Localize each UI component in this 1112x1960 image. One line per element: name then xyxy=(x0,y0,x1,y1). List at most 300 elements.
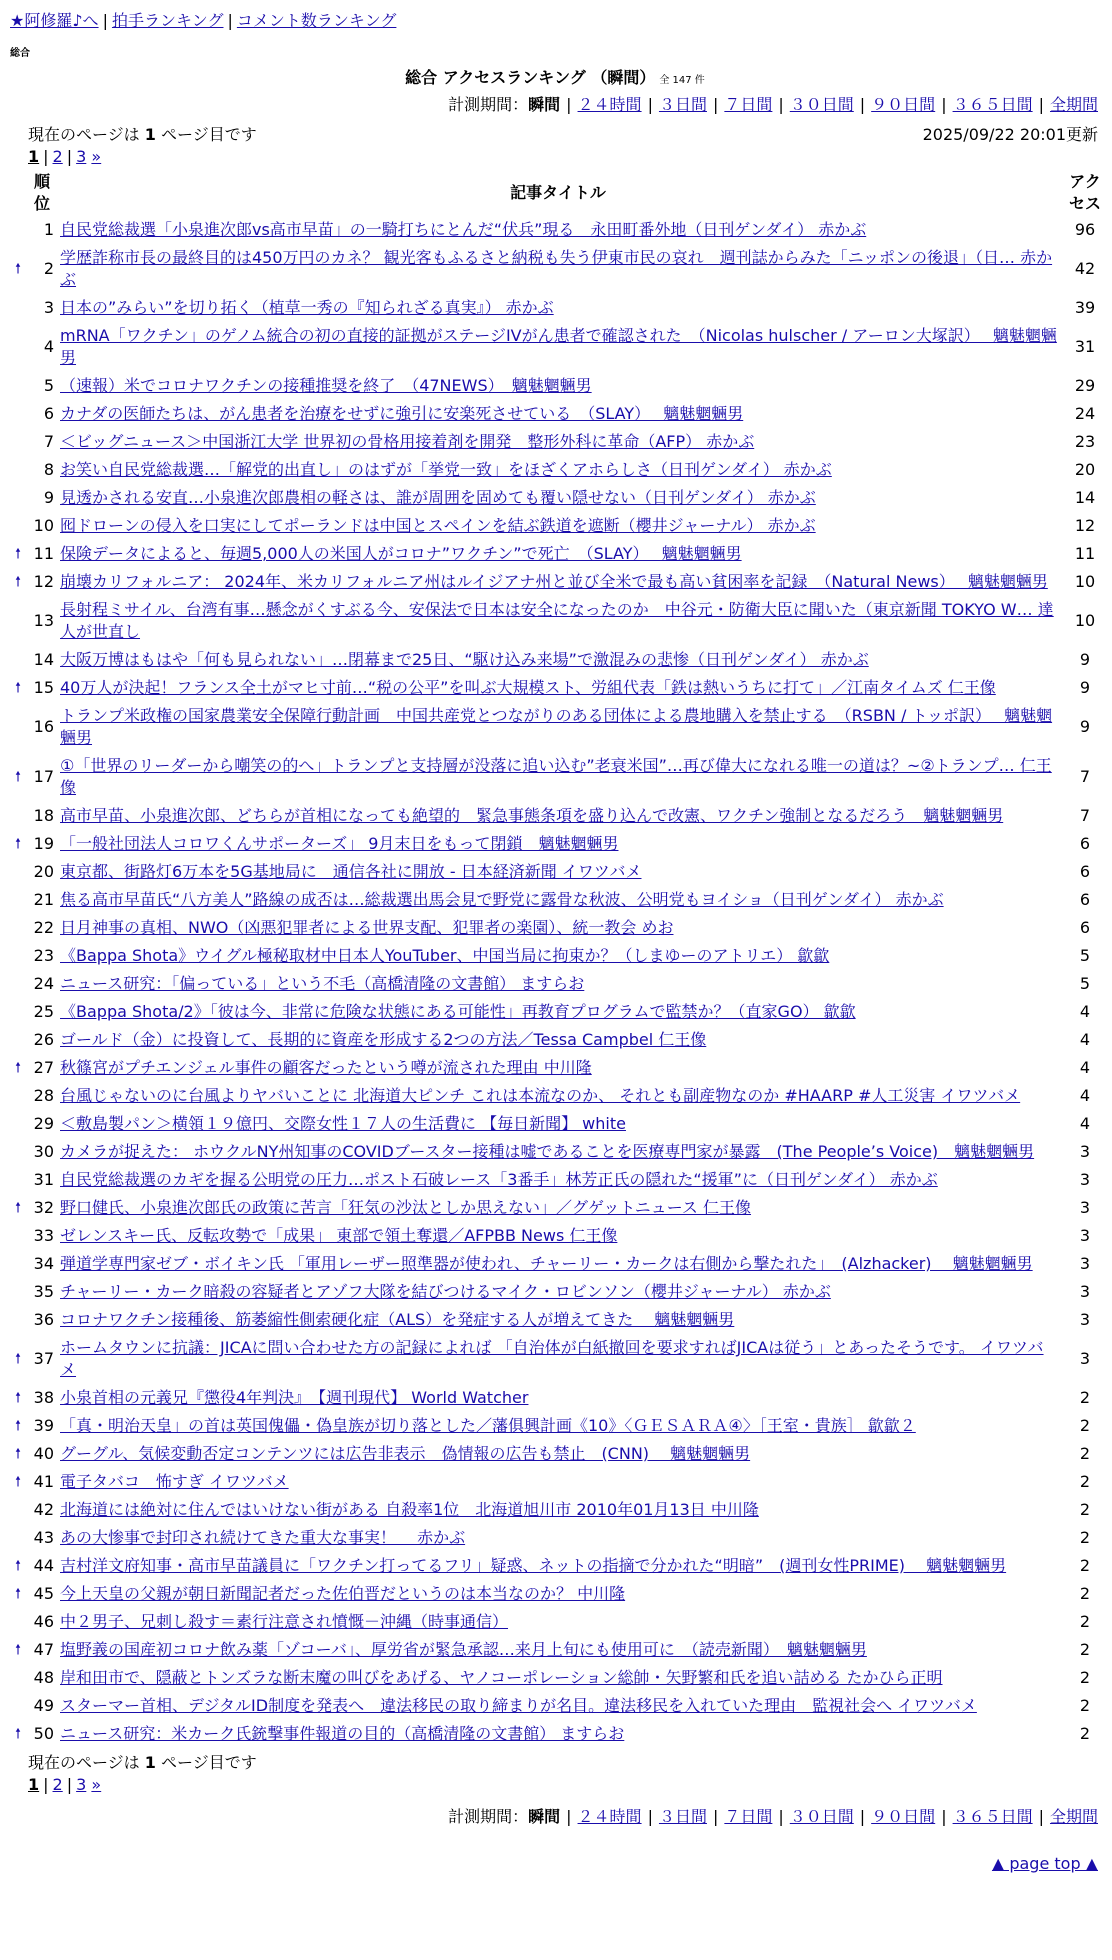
table-row xyxy=(10,1278,1112,1306)
article-title-link[interactable]: 日本の”みらい”を切り拓く（植草一秀の『知られざる真実』） 赤かぶ xyxy=(60,298,554,317)
article-title-link[interactable]: 自民党総裁選のカギを握る公明党の圧力…ポスト石破レース「3番手」林芳正氏の隠れた“援軍”に（日刊ゲンダイ） 赤かぶ xyxy=(60,1170,938,1189)
rank-header xyxy=(26,170,58,216)
trend-cell xyxy=(10,322,26,372)
article-title-link[interactable]: ゴールド（金）に投資して、長期的に資産を形成する2つの方法／Tessa Campbel 仁王像 xyxy=(60,1030,707,1049)
access-count: 29 xyxy=(1074,376,1096,395)
article-title-link[interactable]: 見透かされる安直…小泉進次郎農相の軽さは、誰が周囲を固めても覆い隠せない（日刊ゲンダイ） 赤かぶ xyxy=(60,488,816,507)
title-cell xyxy=(58,216,1058,244)
table-row xyxy=(10,1552,1112,1580)
period-option-link[interactable]: ７日間 xyxy=(724,1807,773,1826)
table-row xyxy=(10,1440,1112,1468)
table-row xyxy=(10,702,1112,752)
rank-number: 31 xyxy=(33,1170,54,1189)
table-row xyxy=(10,322,1112,372)
rank-number: 16 xyxy=(33,717,54,736)
rank-number: 47 xyxy=(33,1640,54,1659)
trend-cell xyxy=(10,1026,26,1054)
access-count: 10 xyxy=(1074,572,1096,591)
table-row xyxy=(10,802,1112,830)
title-cell xyxy=(58,568,1058,596)
pager-page-link[interactable]: 2 xyxy=(52,147,63,166)
article-title-link[interactable]: コロナワクチン接種後、筋萎縮性側索硬化症（ALS）を発症する人が増えてきた 魑魅魍魎男 xyxy=(60,1310,735,1329)
page-status-number: 1 xyxy=(144,1753,156,1772)
trend-cell xyxy=(10,540,26,568)
up-arrow-icon: 🠕 xyxy=(14,546,21,562)
comment-ranking-link[interactable]: コメント数ランキング xyxy=(236,11,397,30)
title-cell xyxy=(58,1250,1058,1278)
rank-number: 39 xyxy=(33,1416,54,1435)
trend-cell xyxy=(10,1250,26,1278)
period-selector-bottom xyxy=(10,1806,1100,1828)
access-count: 7 xyxy=(1079,767,1091,786)
separator: | xyxy=(647,95,653,114)
title-cell xyxy=(58,646,1058,674)
article-title-link[interactable]: トランプ米政権の国家農業安全保障行動計画 中国共産党とつながりのある団体による農地購入を禁止する （RSBN / トッポ訳） 魑魅魍魎男 xyxy=(60,706,1053,747)
table-row xyxy=(10,886,1112,914)
article-title-link[interactable]: 塩野義の国産初コロナ飲み薬「ゾコーバ」、厚労省が緊急承認…来月上旬にも使用可に （読売新聞） 魑魅魍魎男 xyxy=(60,1640,867,1659)
access-count: 2 xyxy=(1079,1388,1091,1407)
table-row xyxy=(10,1496,1112,1524)
rank-number: 48 xyxy=(33,1668,54,1687)
title-cell xyxy=(58,1194,1058,1222)
rank-number: 21 xyxy=(33,890,54,909)
trend-cell xyxy=(10,702,26,752)
table-row xyxy=(10,646,1112,674)
page-status-prefix: 現在のページは xyxy=(28,1753,140,1772)
title-cell xyxy=(58,914,1058,942)
rank-number: 40 xyxy=(33,1444,54,1463)
separator: | xyxy=(66,147,73,166)
table-row xyxy=(10,1250,1112,1278)
trend-cell xyxy=(10,484,26,512)
category-label: 総合 xyxy=(10,48,30,59)
title-cell xyxy=(58,802,1058,830)
trend-cell xyxy=(10,1468,26,1496)
table-row xyxy=(10,1194,1112,1222)
table-row xyxy=(10,512,1112,540)
table-row xyxy=(10,1412,1112,1440)
trend-cell xyxy=(10,1278,26,1306)
article-title-link[interactable]: 学歴詐称市長の最終目的は450万円のカネ？ 観光客もふるさと納税も失う伊東市民の哀れ 週刊誌からみた「ニッポンの後退」（日… 赤かぶ xyxy=(60,248,1053,289)
page-title: 総合 アクセスランキング （瞬間） xyxy=(405,68,656,87)
article-title-link[interactable]: 東京都、街路灯6万本を5G基地局に 通信各社に開放 - 日本経済新聞 イワツバメ xyxy=(60,862,642,881)
page-status xyxy=(28,1752,257,1774)
up-arrow-icon: 🠕 xyxy=(14,1351,21,1367)
pager-next-link[interactable]: » xyxy=(91,147,102,166)
table-row xyxy=(10,540,1112,568)
rank-number: 30 xyxy=(33,1142,54,1161)
title-cell xyxy=(58,702,1058,752)
article-title-link[interactable]: 崩壊カリフォルニア： 2024年、米カリフォルニア州はルイジアナ州と並び全米で最も高い貧困率を記録 （Natural News） 魑魅魍魎男 xyxy=(60,572,1048,591)
article-title-link[interactable]: 弾道学専門家ゼブ・ボイキン氏 「軍用レーザー照準器が使われ、チャーリー・カークは右側から撃たれた」 (Alzhacker) 魑魅魍魎男 xyxy=(60,1254,1033,1273)
article-title-link[interactable]: 《Bappa Shota/2》「彼は今、非常に危険な状態にある可能性」再教育プログラムで監禁か？（直家GO） 歙歙 xyxy=(60,1002,856,1021)
trend-cell xyxy=(10,456,26,484)
title-cell xyxy=(58,1440,1058,1468)
separator: | xyxy=(712,95,719,114)
access-count: 6 xyxy=(1079,890,1091,909)
table-row xyxy=(10,1138,1112,1166)
table-row xyxy=(10,1468,1112,1496)
article-title-link[interactable]: （速報）米でコロナワクチンの接種推奨を終了 （47NEWS） 魑魅魍魎男 xyxy=(60,376,592,395)
period-current: 瞬間 xyxy=(528,95,561,114)
access-count: 3 xyxy=(1079,1170,1091,1189)
title-cell xyxy=(58,1608,1058,1636)
table-row xyxy=(10,244,1112,294)
table-row xyxy=(10,998,1112,1026)
article-title-link[interactable]: 中２男子、兄刺し殺す＝素行注意され憤慨－沖縄（時事通信） xyxy=(60,1612,509,1631)
rank-number: 17 xyxy=(33,767,54,786)
title-cell xyxy=(58,512,1058,540)
separator: | xyxy=(712,1807,719,1826)
article-title-link[interactable]: 野口健氏、小泉進次郎氏の政策に苦言「狂気の沙汰としか思えない」／グゲットニュース 仁王像 xyxy=(60,1198,752,1217)
article-title-link[interactable]: ゼレンスキー氏、反転攻勢で「成果」 東部で領土奪還／AFPBB News 仁王像 xyxy=(60,1226,618,1245)
rank-number: 42 xyxy=(33,1500,54,1519)
article-title-link[interactable]: 小泉首相の元義兄『懲役4年判決』 【週刊現代】 World Watcher xyxy=(60,1388,529,1407)
title-cell xyxy=(58,1580,1058,1608)
trend-cell xyxy=(10,1194,26,1222)
table-row xyxy=(10,830,1112,858)
trend-cell xyxy=(10,372,26,400)
article-title-link[interactable]: お笑い自民党総裁選…「解党的出直し」のはずが「挙党一致」をほざくアホらしさ（日刊ゲンダイ） 赤かぶ xyxy=(60,460,832,479)
title-cell xyxy=(58,970,1058,998)
page-status xyxy=(28,124,257,146)
title-cell xyxy=(58,1468,1058,1496)
access-count: 11 xyxy=(1074,544,1096,563)
page-top-row xyxy=(10,1854,1100,1873)
access-header xyxy=(1058,170,1112,216)
rank-number: 28 xyxy=(33,1086,54,1105)
access-count: 4 xyxy=(1079,1058,1091,1077)
up-arrow-icon: 🠕 xyxy=(14,261,21,277)
up-arrow-icon: 🠕 xyxy=(14,836,21,852)
article-title-link[interactable]: 大阪万博はもはや「何も見られない」…閉幕まで25日、“駆け込み来場”で激混みの悲惨（日刊ゲンダイ） 赤かぶ xyxy=(60,650,869,669)
access-count: 12 xyxy=(1074,516,1096,535)
title-cell xyxy=(58,1692,1058,1720)
total-count: 全 147 件 xyxy=(659,75,705,86)
table-row xyxy=(10,428,1112,456)
trend-cell xyxy=(10,886,26,914)
rank-number: 5 xyxy=(43,376,54,395)
title-cell xyxy=(58,1384,1058,1412)
trend-cell xyxy=(10,512,26,540)
trend-cell xyxy=(10,1110,26,1138)
article-title-link[interactable]: 焦る高市早苗氏“八方美人”路線の成否は…総裁選出馬会見で野党に露骨な秋波、公明党もヨイショ（日刊ゲンダイ） 赤かぶ xyxy=(60,890,944,909)
rank-number: 45 xyxy=(33,1584,54,1603)
separator: | xyxy=(778,1807,784,1826)
article-title-link[interactable]: 高市早苗、小泉進次郎、どちらが首相になっても絶望的 緊急事態条項を盛り込んで改憲、ワクチン強制となるだろう 魑魅魍魎男 xyxy=(60,806,1004,825)
title-cell xyxy=(58,400,1058,428)
up-arrow-icon: 🠕 xyxy=(14,1390,21,1406)
article-title-link[interactable]: 秋篠宮がプチエンジェル事件の顧客だったという噂が流された理由 中川隆 xyxy=(60,1058,592,1077)
trend-cell xyxy=(10,1054,26,1082)
period-option-link[interactable]: ２４時間 xyxy=(577,1807,642,1826)
rank-number: 6 xyxy=(43,404,54,423)
separator: | xyxy=(859,95,866,114)
trend-cell xyxy=(10,244,26,294)
arrow-header xyxy=(10,170,26,216)
title-cell xyxy=(58,1412,1058,1440)
article-title-link[interactable]: 保険データによると、毎週5,000人の米国人がコロナ”ワクチン”で死亡 （SLAY） 魑魅魍魎男 xyxy=(60,544,742,563)
title-cell xyxy=(58,858,1058,886)
pager-page-link[interactable]: 3 xyxy=(76,1775,87,1794)
period-selector-top xyxy=(10,94,1100,116)
title-cell xyxy=(58,1334,1058,1384)
title-cell xyxy=(58,1664,1058,1692)
table-row xyxy=(10,596,1112,646)
article-title-link[interactable]: グーグル、気候変動否定コンテンツには広告非表示 偽情報の広告も禁止 (CNN) 魑魅魍魎男 xyxy=(60,1444,751,1463)
title-cell xyxy=(58,322,1058,372)
title-cell xyxy=(58,456,1058,484)
period-option-link[interactable]: ３０日間 xyxy=(789,1807,854,1826)
table-row xyxy=(10,942,1112,970)
article-title-link[interactable]: mRNA「ワクチン」のゲノム統合の初の直接的証拠がステージIVがん患者で確認された （Nicolas hulscher / アーロン大塚訳） 魑魅魍魎男 xyxy=(60,326,1057,367)
back-link[interactable]: ★阿修羅♪へ xyxy=(10,11,99,30)
period-label: 計測期間： xyxy=(448,95,529,114)
table-row xyxy=(10,1636,1112,1664)
title-cell xyxy=(58,1026,1058,1054)
rank-number: 38 xyxy=(33,1388,54,1407)
access-count: 3 xyxy=(1079,1142,1091,1161)
period-option-link[interactable]: ９０日間 xyxy=(871,95,936,114)
trend-cell xyxy=(10,1334,26,1384)
title-cell xyxy=(58,244,1058,294)
table-row xyxy=(10,372,1112,400)
trend-cell xyxy=(10,942,26,970)
article-title-link[interactable]: ホームタウンに抗議：JICAに問い合わせた方の記録によれば 「自治体が白紙撤回を要求すればJICAは従う」とあったそうです。 イワツバメ xyxy=(60,1338,1044,1379)
trend-cell xyxy=(10,400,26,428)
access-count: 2 xyxy=(1079,1416,1091,1435)
separator: | xyxy=(647,1807,653,1826)
access-count: 2 xyxy=(1079,1640,1091,1659)
page-status-row-bottom xyxy=(10,1752,1100,1774)
table-row xyxy=(10,400,1112,428)
article-title-link[interactable]: 《Bappa Shota》ウイグル極秘取材中日本人YouTuber、中国当局に拘束か？（しまゆーのアトリエ） 歙歙 xyxy=(60,946,830,965)
access-count: 3 xyxy=(1079,1282,1091,1301)
title-cell xyxy=(58,540,1058,568)
trend-cell xyxy=(10,970,26,998)
up-arrow-icon: 🠕 xyxy=(14,1060,21,1076)
access-count: 2 xyxy=(1079,1556,1091,1575)
trend-cell xyxy=(10,1384,26,1412)
rank-number: 18 xyxy=(33,806,54,825)
trend-cell xyxy=(10,1440,26,1468)
rank-number: 13 xyxy=(33,611,54,630)
top-nav xyxy=(10,10,1100,32)
table-row xyxy=(10,1608,1112,1636)
article-title-link[interactable]: 吉村洋文府知事・高市早苗議員に「ワクチン打ってるフリ」疑惑、ネットの指摘で分かれた“明暗” (週刊女性PRIME) 魑魅魍魎男 xyxy=(60,1556,1007,1575)
trend-cell xyxy=(10,428,26,456)
table-row xyxy=(10,1692,1112,1720)
access-count: 2 xyxy=(1079,1472,1091,1491)
article-title-link[interactable]: あの大惨事で封印され続けてきた重大な事実！ 赤かぶ xyxy=(60,1528,466,1547)
rank-number: 49 xyxy=(33,1696,54,1715)
rank-number: 43 xyxy=(33,1528,54,1547)
article-title-link[interactable]: 長射程ミサイル、台湾有事…懸念がくすぶる今、安保法で日本は安全になったのか 中谷元・防衛大臣に聞いた（東京新聞 TOKYO W… 達人が世直し xyxy=(60,600,1054,641)
separator: | xyxy=(1038,1807,1044,1826)
article-title-link[interactable]: カメラが捉えた： ホウクルNY州知事のCOVIDブースター接種は嘘であることを医療専門家が暴露 (The People’s Voice) 魑魅魍魎男 xyxy=(60,1142,1035,1161)
up-arrow-icon: 🠕 xyxy=(14,1558,21,1574)
trend-cell xyxy=(10,568,26,596)
access-count: 14 xyxy=(1074,488,1096,507)
table-row xyxy=(10,1026,1112,1054)
period-option-link[interactable]: ３日間 xyxy=(658,1807,707,1826)
title-cell xyxy=(58,596,1058,646)
title-cell xyxy=(58,1082,1058,1110)
rank-number: 11 xyxy=(33,544,54,563)
up-arrow-icon: 🠕 xyxy=(14,1642,21,1658)
trend-cell xyxy=(10,1524,26,1552)
access-count: 3 xyxy=(1079,1226,1091,1245)
trend-cell xyxy=(10,294,26,322)
rank-number: 10 xyxy=(33,516,54,535)
trend-cell xyxy=(10,1552,26,1580)
table-row xyxy=(10,216,1112,244)
ranking-table xyxy=(10,170,1112,1748)
access-count: 20 xyxy=(1074,460,1096,479)
access-count: 2 xyxy=(1079,1612,1091,1631)
page-top-link[interactable]: ▲ page top ▲ xyxy=(991,1854,1098,1873)
trend-cell xyxy=(10,914,26,942)
rank-number: 2 xyxy=(43,259,54,278)
article-title-link[interactable]: 電子タバコ 怖すぎ イワツバメ xyxy=(60,1472,289,1491)
title-cell xyxy=(58,1496,1058,1524)
table-row xyxy=(10,970,1112,998)
updated-timestamp: 2025/09/22 20:01更新 xyxy=(922,125,1098,144)
applause-ranking-link[interactable]: 拍手ランキング xyxy=(111,11,224,30)
article-title-link[interactable]: 自民党総裁選「小泉進次郎vs高市早苗」の一騎打ちにとんだ“伏兵”現る 永田町番外地（日刊ゲンダイ） 赤かぶ xyxy=(60,220,867,239)
access-count: 3 xyxy=(1079,1254,1091,1273)
rank-header-label: 順位 xyxy=(33,172,50,213)
article-title-link[interactable]: スターマー首相、デジタルID制度を発表へ 違法移民の取り締まりが名目。違法移民を入れていた理由 監視社会へ イワツバメ xyxy=(60,1696,977,1715)
table-row xyxy=(10,484,1112,512)
access-count: 39 xyxy=(1074,298,1096,317)
title-cell xyxy=(58,294,1058,322)
article-title-link[interactable]: カナダの医師たちは、がん患者を治療をせずに強引に安楽死させている （SLAY） 魑魅魍魎男 xyxy=(60,404,744,423)
rank-number: 26 xyxy=(33,1030,54,1049)
rank-number: 23 xyxy=(33,946,54,965)
table-row xyxy=(10,1580,1112,1608)
access-count: 10 xyxy=(1074,611,1096,630)
article-title-link[interactable]: ＜敷島製パン＞横領１９億円、交際女性１７人の生活費に 【毎日新聞】 white xyxy=(60,1114,626,1133)
rank-number: 7 xyxy=(43,432,54,451)
article-title-link[interactable]: チャーリー・カーク暗殺の容疑者とアゾフ大隊を結びつけるマイク・ロビンソン（櫻井ジャーナル） 赤かぶ xyxy=(60,1282,831,1301)
period-option-link[interactable]: ３６５日間 xyxy=(952,1807,1033,1826)
access-count: 5 xyxy=(1079,946,1091,965)
article-title-link[interactable]: 岸和田市で、隠蔽とトンズラな断末魔の叫びをあげる、ヤノコーポレーション総帥・矢野繁和氏を追い詰める たかひら正明 xyxy=(60,1668,943,1687)
trend-cell xyxy=(10,1082,26,1110)
article-title-link[interactable]: ニュース研究：「偏っている」という不毛（高橋清隆の文書館） ますらお xyxy=(60,974,585,993)
article-title-link[interactable]: 台風じゃないのに台風よりヤバいことに 北海道大ピンチ これは本流なのか、 それとも副産物なのか #HAARP #人工災害 イワツバメ xyxy=(60,1086,1021,1105)
table-row xyxy=(10,1524,1112,1552)
access-count: 9 xyxy=(1079,717,1091,736)
title-cell xyxy=(58,1524,1058,1552)
article-title-link[interactable]: 40万人が決起！フランス全土がマヒ寸前…“税の公平”を叫ぶ大規模スト、労組代表「鉄は熱いうちに打て」／江南タイムズ 仁王像 xyxy=(60,678,996,697)
period-option-link[interactable]: ２４時間 xyxy=(577,95,642,114)
trend-cell xyxy=(10,674,26,702)
period-label: 計測期間： xyxy=(448,1807,529,1826)
article-title-link[interactable]: 北海道には絶対に住んではいけない街がある 自殺率1位 北海道旭川市 2010年01月13日 中川隆 xyxy=(60,1500,759,1519)
pager-page-link[interactable]: 3 xyxy=(76,147,87,166)
rank-number: 35 xyxy=(33,1282,54,1301)
table-row xyxy=(10,674,1112,702)
rank-number: 22 xyxy=(33,918,54,937)
rank-number: 1 xyxy=(43,220,54,239)
period-option-link[interactable]: ９０日間 xyxy=(871,1807,936,1826)
access-count: 2 xyxy=(1079,1696,1091,1715)
access-count: 2 xyxy=(1079,1444,1091,1463)
table-row xyxy=(10,1082,1112,1110)
trend-cell xyxy=(10,1636,26,1664)
access-count: 2 xyxy=(1079,1668,1091,1687)
separator: | xyxy=(102,11,108,30)
period-option-link[interactable]: ７日間 xyxy=(724,95,773,114)
table-row xyxy=(10,858,1112,886)
access-count: 4 xyxy=(1079,1030,1091,1049)
article-title-link[interactable]: 「真・明治天皇」の首は英国傀儡・偽皇族が切り落とした／藩俱興計画《10》〈ＧＥＳＡＲＡ④〉［王室・貴族］ 歙歙２ xyxy=(60,1416,916,1435)
period-option-link[interactable]: ３６５日間 xyxy=(952,95,1033,114)
rank-number: 14 xyxy=(33,650,54,669)
table-row xyxy=(10,568,1112,596)
pager-next-link[interactable]: » xyxy=(91,1775,102,1794)
title-cell xyxy=(58,1636,1058,1664)
access-count: 6 xyxy=(1079,834,1091,853)
pager-page-link[interactable]: 2 xyxy=(52,1775,63,1794)
table-row xyxy=(10,1306,1112,1334)
title-cell xyxy=(58,998,1058,1026)
title-cell xyxy=(58,1278,1058,1306)
rank-number: 29 xyxy=(33,1114,54,1133)
title-cell xyxy=(58,1110,1058,1138)
rank-number: 27 xyxy=(33,1058,54,1077)
access-count: 3 xyxy=(1079,1310,1091,1329)
access-count: 4 xyxy=(1079,1002,1091,1021)
up-arrow-icon: 🠕 xyxy=(14,1418,21,1434)
title-header: 記事タイトル xyxy=(510,183,606,202)
rank-number: 24 xyxy=(33,974,54,993)
table-row xyxy=(10,294,1112,322)
separator: | xyxy=(566,1807,572,1826)
trend-cell xyxy=(10,1692,26,1720)
title-cell xyxy=(58,752,1058,802)
page-status-suffix: ページ目です xyxy=(161,1753,257,1772)
title-cell xyxy=(58,1222,1058,1250)
separator: | xyxy=(941,1807,947,1826)
article-title-link[interactable]: 日月神事の真相、NWO（凶悪犯罪者による世界支配、犯罪者の楽園）、統一教会 めお xyxy=(60,918,674,937)
rank-number: 4 xyxy=(43,337,54,356)
article-title-link[interactable]: ニュース研究：米カーク氏銃撃事件報道の目的（高橋清隆の文書館） ますらお xyxy=(60,1724,625,1743)
rank-number: 33 xyxy=(33,1226,54,1245)
rank-number: 12 xyxy=(33,572,54,591)
article-title-link[interactable]: 囮ドローンの侵入を口実にしてポーランドは中国とスペインを結ぶ鉄道を遮断（櫻井ジャーナル） 赤かぶ xyxy=(60,516,816,535)
page-status-number: 1 xyxy=(144,125,156,144)
rank-number: 34 xyxy=(33,1254,54,1273)
rank-number: 46 xyxy=(33,1612,54,1631)
access-count: 5 xyxy=(1079,974,1091,993)
article-title-link[interactable]: ＜ビッグニュース＞中国浙江大学 世界初の骨格用接着剤を開発 整形外科に革命（AFP） 赤かぶ xyxy=(60,432,755,451)
period-option-link[interactable]: ３日間 xyxy=(658,95,707,114)
table-header xyxy=(10,170,1112,216)
trend-cell xyxy=(10,1608,26,1636)
article-title-link[interactable]: ①「世界のリーダーから嘲笑の的へ」トランプと支持層が没落に追い込む”老衰米国”…再び偉大になれる唯一の道は？~②トランプ… 仁王像 xyxy=(60,756,1052,797)
period-option-link[interactable]: ３０日間 xyxy=(789,95,854,114)
article-title-link[interactable]: 今上天皇の父親が朝日新聞記者だった佐伯晋だというのは本当なのか？ 中川隆 xyxy=(60,1584,626,1603)
period-option-link[interactable]: 全期間 xyxy=(1049,1807,1098,1826)
rank-number: 44 xyxy=(33,1556,54,1575)
pager-bottom xyxy=(10,1774,1100,1796)
period-option-link[interactable]: 全期間 xyxy=(1049,95,1098,114)
title-cell xyxy=(58,372,1058,400)
article-title-link[interactable]: 「一般社団法人コロワくんサポーターズ」 9月末日をもって閉鎖 魑魅魍魎男 xyxy=(60,834,619,853)
